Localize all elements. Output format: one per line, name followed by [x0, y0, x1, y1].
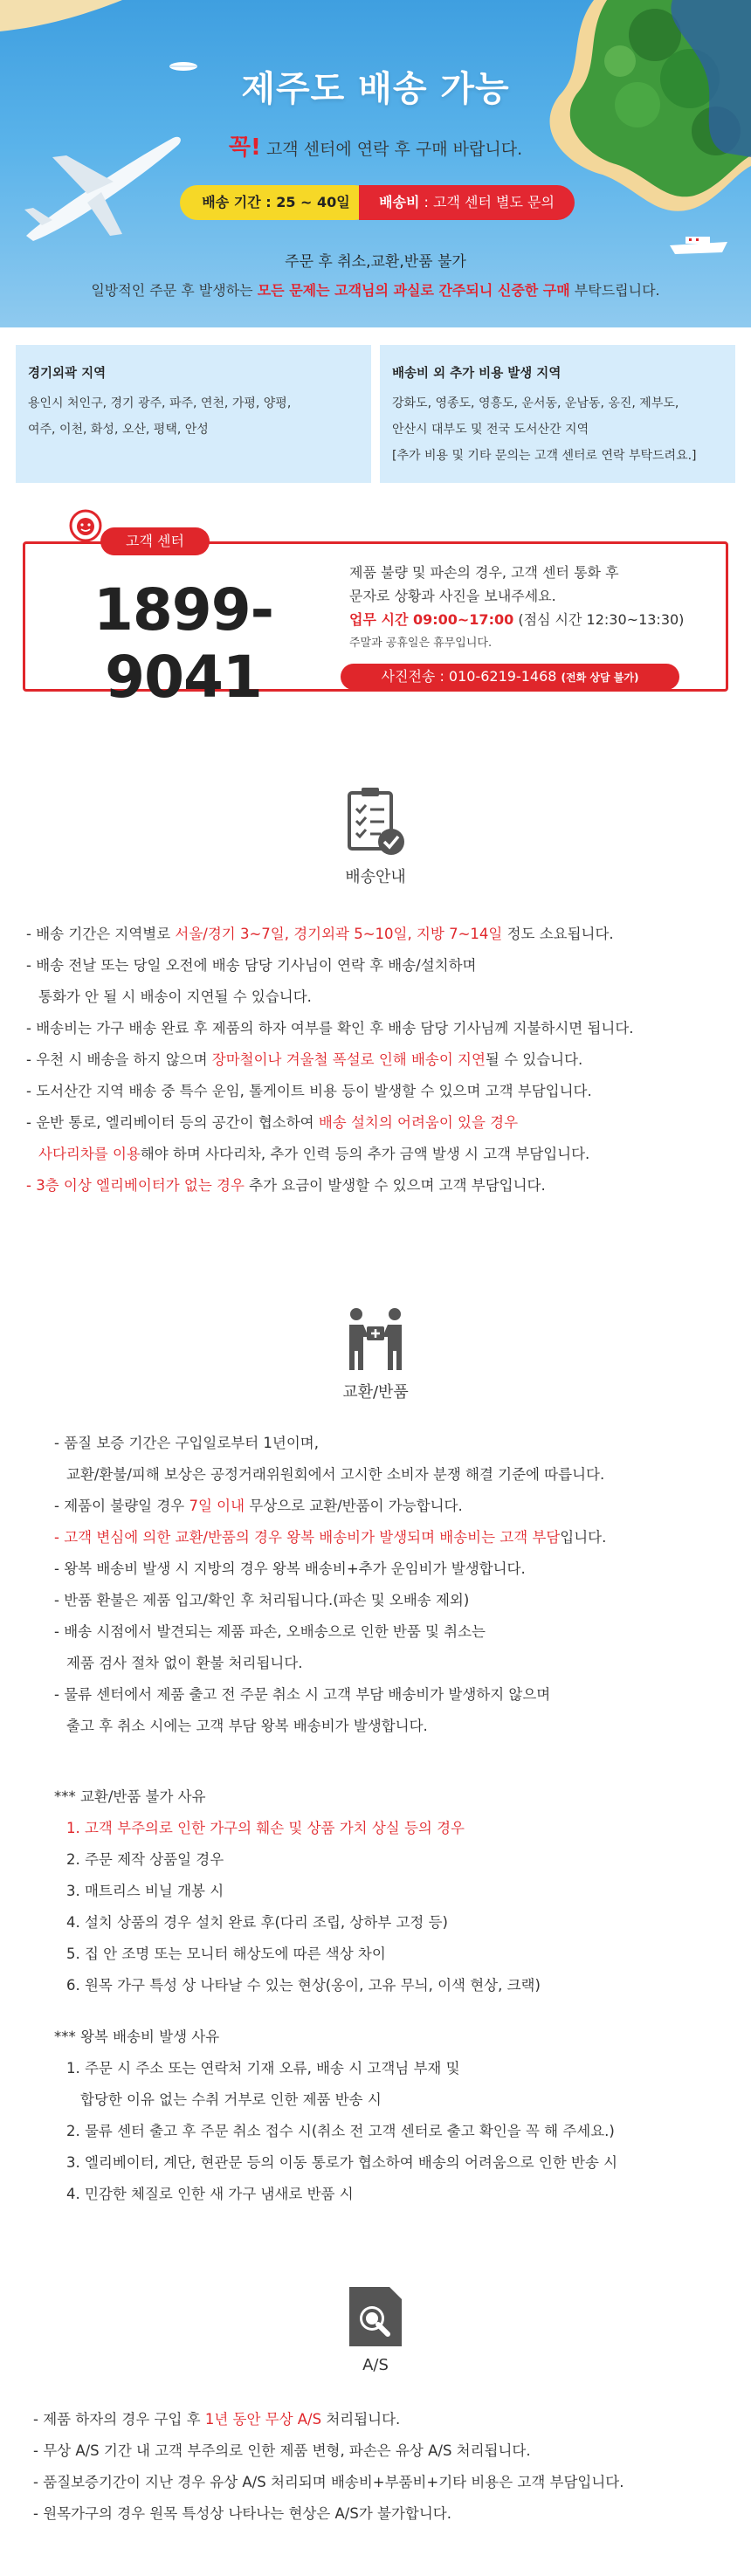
as-item-3: - 품질보증기간이 지난 경우 유상 A/S 처리되며 배송비+부품비+기타 비용은 고객 부담입니다. [33, 2474, 624, 2490]
delivery-item-6 [26, 1107, 742, 1139]
delivery-l7r: 배송 설치의 어려움이 있을 경우 [318, 1114, 519, 1131]
photo-number: 사진전송 : 010-6219-1468 [381, 668, 562, 685]
no-return-item-5: 5. 집 안 조명 또는 모니터 해상도에 따른 색상 차이 [66, 1946, 386, 1962]
delivery-l9b: 추가 요금이 발생할 수 있으며 고객 부담입니다. [244, 1177, 546, 1194]
delivery-item-6b [26, 1139, 742, 1170]
notice-red: 모든 문제는 고객님의 과실로 간주되니 신중한 구매 [257, 282, 570, 299]
delivery-l7a: - 운반 통로, 엘리베이터 등의 공간이 협소하여 [26, 1114, 319, 1131]
customer-center-info [349, 561, 684, 655]
cc-info-line-2: 문자로 상황과 사진을 보내주세요. [349, 588, 556, 604]
exchange-item-7: - 물류 센터에서 제품 출고 전 주문 취소 시 고객 부담 배송비가 발생하지 않으며 [54, 1686, 551, 1703]
delivery-l1b: 정도 소요됩니다. [502, 926, 614, 942]
round-trip-item-1b: 합당한 이유 없는 수취 거부로 인한 제품 반송 시 [80, 2091, 382, 2108]
hero-banner [0, 0, 751, 327]
delivery-item-2: - 배송 전날 또는 당일 오전에 배송 담당 기사님이 연락 후 배송/설치하며 [26, 957, 477, 974]
as-section-title: A/S [362, 2356, 389, 2374]
region-left-title: 경기외곽 지역 [28, 367, 107, 381]
exchange-e4b: 입니다. [560, 1529, 607, 1546]
region-right-line-1: 강화도, 영종도, 영흥도, 운서동, 운남동, 옹진, 제부도, [392, 396, 679, 410]
round-trip-item-3: 3. 엘리베이터, 계단, 현관문 등의 이동 통로가 협소하여 배송의 어려움으로 인한 반송 시 [66, 2154, 618, 2171]
round-trip-item-1: 1. 주문 시 주소 또는 연락처 기재 오류, 배송 시 고객님 부재 및 [66, 2060, 460, 2077]
customer-center-tag: 고객 센터 [100, 527, 210, 555]
exchange-item-7b: 출고 후 취소 시에는 고객 부담 왕복 배송비가 발생합니다. [66, 1718, 428, 1734]
no-return-item-2: 2. 주문 제작 상품일 경우 [66, 1851, 224, 1868]
delivery-l5r: 장마철이나 겨울철 폭설로 인해 배송이 지연 [211, 1051, 486, 1068]
contact-text: 고객 센터에 연락 후 구매 바랍니다. [260, 140, 523, 159]
exchange-item-2 [54, 1491, 744, 1522]
cc-lunch: (점심 시간 12:30~13:30) [513, 611, 685, 628]
exchange-e3r: 7일 이내 [189, 1498, 245, 1514]
island-illustration [489, 0, 751, 327]
delivery-l5b: 될 수 있습니다. [485, 1051, 583, 1068]
as-item-4: - 원목가구의 경우 원목 특성상 나타나는 현상은 A/S가 불가합니다. [33, 2505, 451, 2522]
no-return-item-4: 4. 설치 상품의 경우 설치 완료 후(다리 조립, 상하부 고정 등) [66, 1914, 448, 1931]
exchange-item-6: - 배송 시점에서 발견되는 제품 파손, 오배송으로 인한 반품 및 취소는 [54, 1623, 486, 1640]
as-list [33, 2404, 745, 2530]
must-emphasis: 꼭! [228, 134, 261, 161]
no-return-item-1: 1. 고객 부주의로 인한 가구의 훼손 및 상품 가치 상실 등의 경우 [66, 1820, 465, 1836]
delivery-section-title: 배송안내 [345, 868, 406, 886]
delivery-item-3: - 배송비는 가구 배송 완료 후 제품의 하자 여부를 확인 후 배송 담당 기사님께 지불하시면 됩니다. [26, 1020, 634, 1037]
photo-send-badge[interactable] [341, 664, 679, 690]
delivery-l1r: 서울/경기 3~7일, 경기외곽 5~10일, 지방 7~14일 [175, 926, 503, 942]
round-trip-item-2: 2. 물류 센터 출고 후 주문 취소 접수 시(취소 전 고객 센터로 출고 확인을 꼭 해 주세요.) [66, 2123, 615, 2139]
exchange-section-title: 교환/반품 [342, 1383, 409, 1402]
fee-text: : 고객 센터 별도 문의 [419, 194, 555, 210]
exchange-e4r: - 고객 변심에 의한 교환/반품의 경우 왕복 배송비가 발생되며 배송비는 고객 부담 [54, 1529, 561, 1546]
exchange-item-1: - 품질 보증 기간은 구입일로부터 1년이며, [54, 1435, 319, 1451]
as-magnifier-icon [342, 2283, 409, 2350]
as-a1r: 1년 동안 무상 A/S [204, 2411, 322, 2428]
cc-info-line-1: 제품 불량 및 파손의 경우, 고객 센터 통화 후 [349, 564, 619, 581]
delivery-period-badge: 배송 기간 : 25 ~ 40일 [180, 185, 372, 220]
region-right-line-2: 안산시 대부도 및 전국 도서산간 지역 [392, 423, 589, 437]
delivery-l8r: 사다리차를 이용 [38, 1146, 141, 1162]
exchange-e3b: 무상으로 교환/반품이 가능합니다. [245, 1498, 463, 1514]
as-item-2: - 무상 A/S 기간 내 고객 부주의로 인한 제품 변형, 파손은 유상 A/S 처리됩니다. [33, 2442, 531, 2459]
delivery-l5a: - 우천 시 배송을 하지 않으며 [26, 1051, 212, 1068]
as-a1a: - 제품 하자의 경우 구입 후 [33, 2411, 205, 2428]
notice-post: 부탁드립니다. [569, 282, 660, 299]
region-extra-fee [380, 345, 735, 483]
as-item-1 [33, 2404, 745, 2435]
cc-hours: 업무 시간 09:00~17:00 [349, 611, 514, 628]
delivery-item-5: - 도서산간 지역 배송 중 특수 운임, 톨게이트 비용 등이 발생할 수 있으며 고객 부담입니다. [26, 1083, 592, 1099]
shipping-fee-badge [359, 185, 575, 220]
checklist-icon [341, 786, 410, 859]
no-return-heading: *** 교환/반품 불가 사유 [54, 1788, 206, 1805]
liability-notice [0, 279, 751, 300]
exchange-item-3 [54, 1522, 744, 1553]
beach-illustration [0, 0, 122, 35]
exchange-item-6b: 제품 검사 절차 없이 환불 처리됩니다. [66, 1655, 303, 1671]
fee-label: 배송비 [379, 194, 420, 210]
region-left-line-2: 여주, 이천, 화성, 오산, 평택, 안성 [28, 423, 209, 437]
region-left-line-1: 용인시 처인구, 경기 광주, 파주, 연천, 가평, 양평, [28, 396, 292, 410]
exchange-item-1b: 교환/환불/피해 보상은 공정거래위원회에서 고시한 소비자 분쟁 해결 기준에 따릅니다. [66, 1466, 605, 1483]
round-trip-item-4: 4. 민감한 체질로 인한 새 가구 냄새로 반품 시 [66, 2186, 354, 2202]
contact-notice [0, 129, 751, 162]
region-right-title: 배송비 외 추가 비용 발생 지역 [392, 367, 562, 381]
region-outer-gyeonggi [16, 345, 371, 483]
delivery-l9r: - 3층 이상 엘리베이터가 없는 경우 [26, 1177, 245, 1194]
delivery-l8b: 해야 하며 사다리차, 추가 인력 등의 추가 금액 발생 시 고객 부담입니다. [140, 1146, 590, 1162]
no-cancel-notice: 주문 후 취소,교환,반품 불가 [285, 253, 466, 271]
exchange-list [54, 1428, 744, 1742]
exchange-item-5: - 반품 환불은 제품 입고/확인 후 처리됩니다.(파손 및 오배송 제외) [54, 1592, 470, 1608]
photo-note: (전화 상담 불가) [561, 672, 639, 684]
delivery-item-7 [26, 1170, 742, 1202]
exchange-e3a: - 제품이 불량일 경우 [54, 1498, 189, 1514]
notice-pre: 일방적인 주문 후 발생하는 [91, 282, 258, 299]
delivery-item-4 [26, 1044, 742, 1076]
cc-business-hours [349, 608, 684, 631]
round-trip-fee-list [54, 2022, 744, 2210]
region-right-line-3: [추가 비용 및 기타 문의는 고객 센터로 연락 부탁드려요.] [392, 449, 697, 463]
delivery-item-1 [26, 919, 742, 950]
no-return-item-6: 6. 원목 가구 특성 상 나타날 수 있는 현상(옹이, 고유 무늬, 이색 현상, 크랙) [66, 1977, 541, 1994]
hero-title: 제주도 배송 가능 [241, 69, 510, 109]
cc-holiday: 주말과 공휴일은 휴무입니다. [349, 637, 493, 650]
delivery-item-2b: 통화가 안 될 시 배송이 지연될 수 있습니다. [38, 988, 312, 1005]
delivery-list [26, 919, 742, 1202]
exchange-item-4: - 왕복 배송비 발생 시 지방의 경우 왕복 배송비+추가 운임비가 발생합니다. [54, 1560, 526, 1577]
no-return-list [54, 1781, 744, 2001]
round-trip-heading: *** 왕복 배송비 발생 사유 [54, 2028, 220, 2045]
delivery-l1a: - 배송 기간은 지역별로 [26, 926, 176, 942]
exchange-people-icon [341, 1305, 410, 1372]
as-a1b: 처리됩니다. [321, 2411, 401, 2428]
no-return-item-3: 3. 매트리스 비닐 개봉 시 [66, 1883, 224, 1899]
customer-center-phone[interactable]: 1899-9041 [93, 576, 274, 711]
